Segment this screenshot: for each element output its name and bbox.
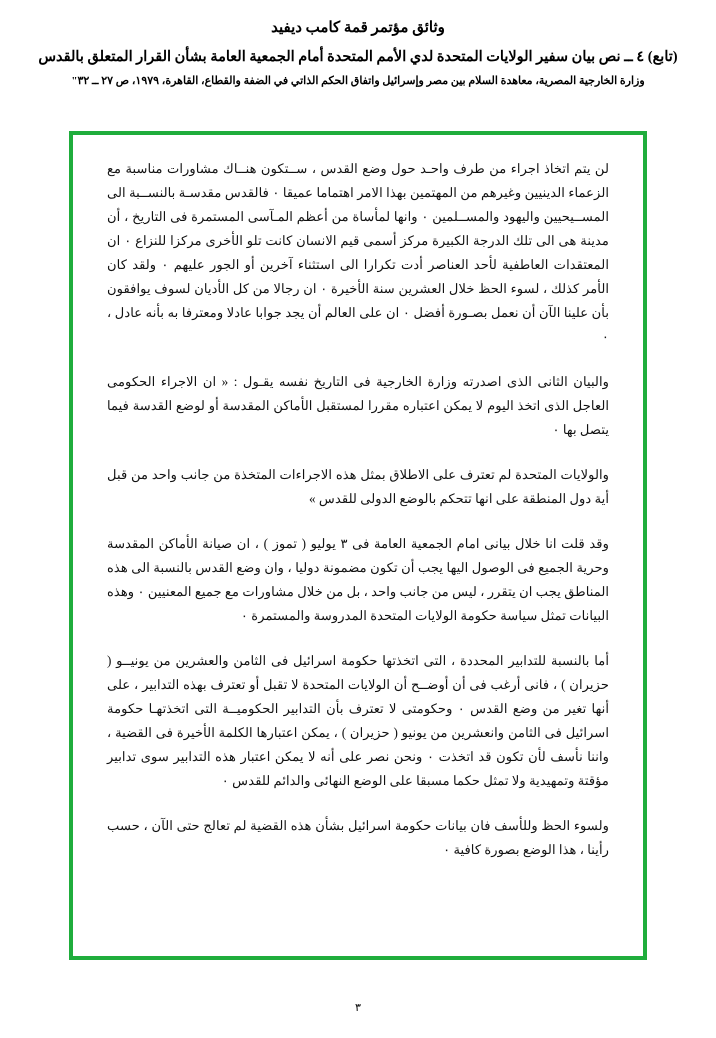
page-number: ٣	[355, 1002, 361, 1014]
bordered-text-frame	[69, 131, 647, 960]
body-text-container	[73, 135, 643, 956]
body-paragraph: لن يتم اتخاذ اجراء من طرف واحـد حول وضع القدس ، ســتكون هنــاك مشاورات مناسبة مع الزعماء الدينيين وغيرهم من المهتمين بهذا الامر اهتماما عميقا ٠ فالقدس مقدسـة بالنســبة الى المســيحيين واليهود والمســلمين ٠ وانها لمأساة من أعظم المـآسى المستمرة فى التاريخ ، أن مدينة هى الى تلك الدرجة الكبيرة مركز أسمى قيم الانسان كانت تلو الأخرى مركزا للنزاع ٠ ان المعتقدات العاطفية لأحد العناصر أدت تكرارا الى استثناء آخرين أو الجور عليهم ٠ ولقد كان الأمر كذلك ، لسوء الحظ خلال العشرين سنة الأخيرة ٠ ان رجالا من كل الأديان لسوف يوافقون بأن علينا الآن أن نعمل بصـورة أفضل ٠ ان على العالم أن يجد جوابا عادلا ومعترفا به بأنه عادل ، ٠	[107, 161, 609, 345]
document-subtitle: (تابع) ٤ ــ نص بيان سفير الولايات المتحدة لدي الأمم المتحدة أمام الجمعية العامة بشأن القرار المتعلق بالقدس	[38, 49, 678, 65]
page-title: وثائق مؤتمر قمة كامب ديفيد	[271, 20, 445, 36]
document-header	[0, 0, 716, 88]
body-paragraph: وقد قلت انا خلال بيانى امام الجمعية العامة فى ٣ يوليو ( تموز ) ، ان صيانة الأماكن المقدسة وحرية الجميع فى الوصول اليها يجب أن تكون مضمونة دوليا ، وان وضع القدس بالنسبة الى هذه المناطق يجب ان يتقرر ، ليس من جانب واحد ، بل من خلال مشاورات مع جميع المعنيين ٠ وهذه البيانات تمثل سياسة حكومة الولايات المتحدة المدروسة والمستمرة ٠	[107, 536, 609, 624]
body-paragraph: والولايات المتحدة لم تعترف على الاطلاق بمثل هذه الاجراءات المتخذة من جانب واحد من قبل أية دول المنطقة على انها تتحكم بالوضع الدولى للقدس »	[107, 467, 609, 507]
body-paragraph: ولسوء الحظ وللأسف فان بيانات حكومة اسرائيل بشأن هذه القضية لم تعالج حتى الآن ، حسب رأينا ، هذا الوضع بصورة كافية ٠	[107, 818, 609, 858]
body-paragraph: والبيان الثانى الذى اصدرته وزارة الخارجية فى التاريخ نفسه يقـول : « ان الاجراء الحكومى العاجل الذى اتخذ اليوم لا يمكن اعتباره مقررا لمستقبل الأماكن المقدسة أو لوضع القدسة فيما يتصل بها ٠	[107, 374, 609, 438]
body-paragraph: أما بالنسبة للتدابير المحددة ، التى اتخذتها حكومة اسرائيل فى الثامن والعشرين من يونيــو ( حزيران ) ، فانى أرغب فى أن أوضــح أن الولايات المتحدة لا تقبل أو تعترف بهذه التدابير ، على أنها تغير من وضع القدس ٠ وحكومتى لا تعترف بأن التدابير الحكوميــة التى اتخذتهـا حكومة اسرائيل فى الثامن وانعشرين من يونيو ( حزيران ) ، يمكن اعتبارها الكلمة الأخيرة فى القضية ، واننا نأسف لأن تكون قد اتخذت ٠ ونحن نصر على أنه لا يمكن اعتبار هذه التدابير سوى تدابير مؤقتة وتمهيدية ولا تمثل حكما مسبقا على الوضع النهائى والدائم للقدس ٠	[107, 653, 609, 789]
document-source-citation: وزارة الخارجية المصرية، معاهدة السلام بين مصر وإسرائيل واتفاق الحكم الذاتي في الضفة والقطاع، القاهرة، ١٩٧٩، ص ٢٧ ــ ٣٢"	[71, 75, 645, 88]
